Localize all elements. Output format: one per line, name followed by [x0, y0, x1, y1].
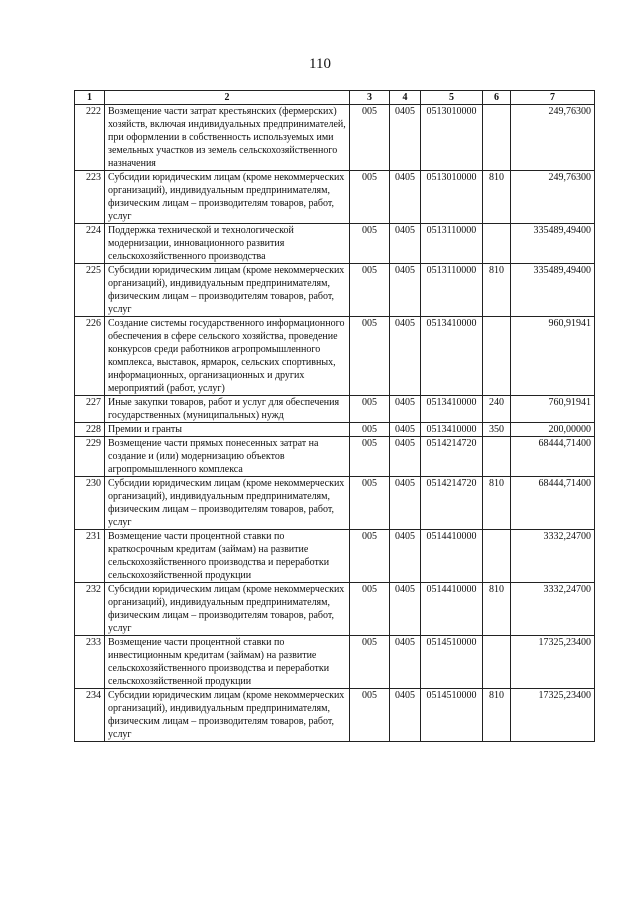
header-col-2: 2	[105, 91, 350, 105]
row-description: Субсидии юридическим лицам (кроме некоммерческих организаций), индивидуальным предпринимателям, физическим лицам – производителям товаров, работ, услуг	[105, 264, 350, 317]
row-expense-type	[483, 530, 511, 583]
row-number: 226	[75, 317, 105, 396]
header-col-7: 7	[511, 91, 595, 105]
row-expense-type: 810	[483, 264, 511, 317]
row-amount: 249,76300	[511, 105, 595, 171]
row-ministry-code: 005	[350, 317, 390, 396]
row-amount: 3332,24700	[511, 530, 595, 583]
row-description: Премии и гранты	[105, 423, 350, 437]
row-amount: 335489,49400	[511, 224, 595, 264]
row-expense-type	[483, 317, 511, 396]
row-target-code: 0513410000	[421, 317, 483, 396]
header-col-3: 3	[350, 91, 390, 105]
row-number: 230	[75, 477, 105, 530]
row-section-code: 0405	[390, 437, 421, 477]
row-section-code: 0405	[390, 264, 421, 317]
row-number: 224	[75, 224, 105, 264]
row-section-code: 0405	[390, 171, 421, 224]
table-row	[75, 264, 595, 317]
row-ministry-code: 005	[350, 396, 390, 423]
row-description: Возмещение части прямых понесенных затрат на создание и (или) модернизацию объектов агропромышленного комплекса	[105, 437, 350, 477]
row-section-code: 0405	[390, 317, 421, 396]
header-col-5: 5	[421, 91, 483, 105]
row-target-code: 0513410000	[421, 396, 483, 423]
row-target-code: 0513010000	[421, 105, 483, 171]
row-number: 234	[75, 689, 105, 742]
row-ministry-code: 005	[350, 224, 390, 264]
row-expense-type: 810	[483, 477, 511, 530]
row-description: Иные закупки товаров, работ и услуг для обеспечения государственных (муниципальных) нужд	[105, 396, 350, 423]
row-section-code: 0405	[390, 423, 421, 437]
row-expense-type: 810	[483, 689, 511, 742]
row-ministry-code: 005	[350, 264, 390, 317]
table-row	[75, 437, 595, 477]
row-expense-type: 810	[483, 171, 511, 224]
row-description: Субсидии юридическим лицам (кроме некоммерческих организаций), индивидуальным предпринимателям, физическим лицам – производителям товаров, работ, услуг	[105, 689, 350, 742]
row-number: 223	[75, 171, 105, 224]
row-number: 233	[75, 636, 105, 689]
row-number: 232	[75, 583, 105, 636]
row-expense-type: 350	[483, 423, 511, 437]
row-target-code: 0514410000	[421, 530, 483, 583]
row-target-code: 0513010000	[421, 171, 483, 224]
table-row	[75, 396, 595, 423]
table-row	[75, 530, 595, 583]
row-amount: 3332,24700	[511, 583, 595, 636]
row-number: 227	[75, 396, 105, 423]
row-amount: 249,76300	[511, 171, 595, 224]
row-section-code: 0405	[390, 583, 421, 636]
row-target-code: 0513110000	[421, 264, 483, 317]
row-description: Субсидии юридическим лицам (кроме некоммерческих организаций), индивидуальным предпринимателям, физическим лицам – производителям товаров, работ, услуг	[105, 477, 350, 530]
row-ministry-code: 005	[350, 171, 390, 224]
row-number: 228	[75, 423, 105, 437]
row-description: Возмещение части процентной ставки по краткосрочным кредитам (займам) на развитие сельскохозяйственного производства и переработки сельскохозяйственной продукции	[105, 530, 350, 583]
row-ministry-code: 005	[350, 105, 390, 171]
row-amount: 760,91941	[511, 396, 595, 423]
row-amount: 68444,71400	[511, 437, 595, 477]
row-description: Возмещение части затрат крестьянских (фермерских) хозяйств, включая индивидуальных предпринимателей, при оформлении в собственность используемых ими земельных участков из земель сельскохозяйственного назначения	[105, 105, 350, 171]
row-amount: 200,00000	[511, 423, 595, 437]
table-row	[75, 583, 595, 636]
row-number: 231	[75, 530, 105, 583]
row-number: 229	[75, 437, 105, 477]
row-description: Субсидии юридическим лицам (кроме некоммерческих организаций), индивидуальным предпринимателям, физическим лицам – производителям товаров, работ, услуг	[105, 171, 350, 224]
row-description: Создание системы государственного информационного обеспечения в сфере сельского хозяйства, проведение конкурсов среди работников агропромышленного комплекса, выставок, ярмарок, сельских спортивных, информационных, организационных и других мероприятий (работ, услуг)	[105, 317, 350, 396]
row-description: Поддержка технической и технологической модернизации, инновационного развития сельскохозяйственного производства	[105, 224, 350, 264]
table-body	[75, 105, 595, 742]
row-description: Субсидии юридическим лицам (кроме некоммерческих организаций), индивидуальным предпринимателям, физическим лицам – производителям товаров, работ, услуг	[105, 583, 350, 636]
row-ministry-code: 005	[350, 477, 390, 530]
row-section-code: 0405	[390, 636, 421, 689]
row-amount: 17325,23400	[511, 689, 595, 742]
row-expense-type	[483, 105, 511, 171]
row-section-code: 0405	[390, 396, 421, 423]
header-col-4: 4	[390, 91, 421, 105]
row-ministry-code: 005	[350, 583, 390, 636]
row-ministry-code: 005	[350, 530, 390, 583]
row-section-code: 0405	[390, 530, 421, 583]
row-expense-type	[483, 636, 511, 689]
row-description: Возмещение части процентной ставки по инвестиционным кредитам (займам) на развитие сельскохозяйственного производства и переработки сельскохозяйственной продукции	[105, 636, 350, 689]
table-row	[75, 224, 595, 264]
header-col-6: 6	[483, 91, 511, 105]
table-row	[75, 171, 595, 224]
row-ministry-code: 005	[350, 636, 390, 689]
row-amount: 960,91941	[511, 317, 595, 396]
row-expense-type	[483, 437, 511, 477]
row-expense-type: 810	[483, 583, 511, 636]
row-amount: 335489,49400	[511, 264, 595, 317]
table-row	[75, 689, 595, 742]
row-section-code: 0405	[390, 689, 421, 742]
row-section-code: 0405	[390, 105, 421, 171]
row-ministry-code: 005	[350, 437, 390, 477]
row-section-code: 0405	[390, 477, 421, 530]
row-target-code: 0514510000	[421, 689, 483, 742]
row-target-code: 0513410000	[421, 423, 483, 437]
row-target-code: 0514214720	[421, 477, 483, 530]
table-row	[75, 105, 595, 171]
table-row	[75, 317, 595, 396]
row-ministry-code: 005	[350, 423, 390, 437]
row-number: 225	[75, 264, 105, 317]
row-ministry-code: 005	[350, 689, 390, 742]
table-header-row	[75, 91, 595, 105]
row-amount: 17325,23400	[511, 636, 595, 689]
row-expense-type: 240	[483, 396, 511, 423]
row-number: 222	[75, 105, 105, 171]
row-expense-type	[483, 224, 511, 264]
table-row	[75, 423, 595, 437]
header-col-1: 1	[75, 91, 105, 105]
row-target-code: 0513110000	[421, 224, 483, 264]
budget-table	[74, 90, 595, 742]
row-target-code: 0514214720	[421, 437, 483, 477]
row-target-code: 0514510000	[421, 636, 483, 689]
row-target-code: 0514410000	[421, 583, 483, 636]
table-row	[75, 477, 595, 530]
table-row	[75, 636, 595, 689]
page-number: 110	[309, 56, 331, 72]
row-section-code: 0405	[390, 224, 421, 264]
row-amount: 68444,71400	[511, 477, 595, 530]
